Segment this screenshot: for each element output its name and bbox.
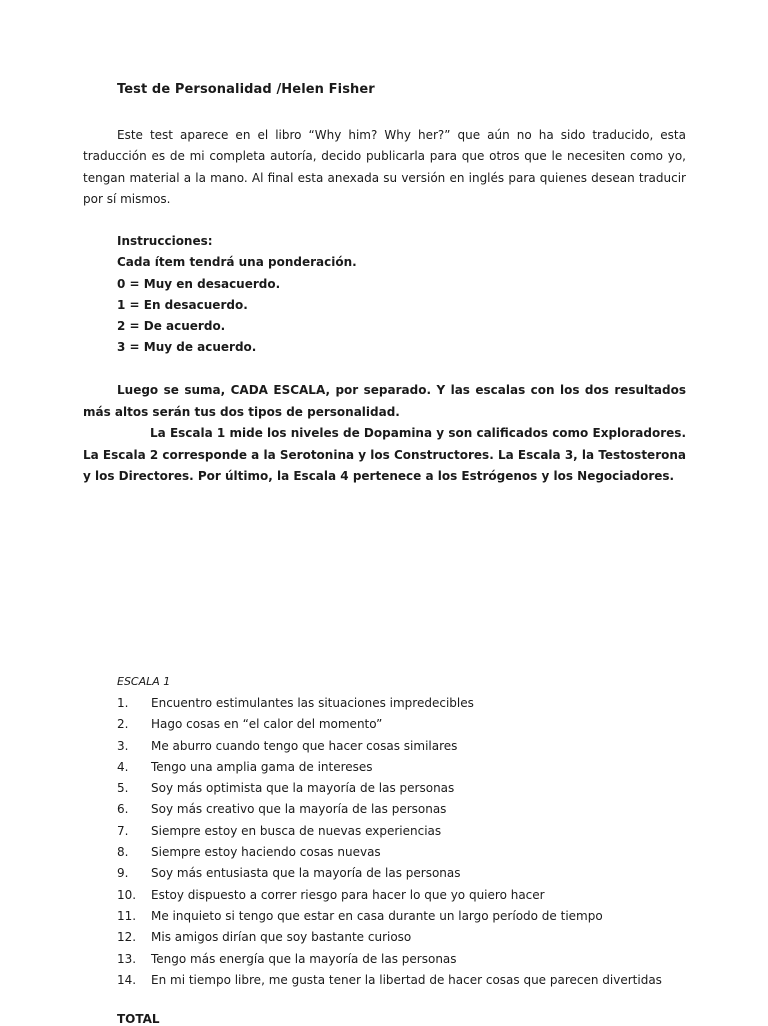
item-text: Estoy dispuesto a correr riesgo para hacer lo que yo quiero hacer	[151, 887, 545, 902]
item-text: Hago cosas en “el calor del momento”	[151, 717, 383, 732]
item-text: Tengo más energía que la mayoría de las personas	[151, 951, 457, 966]
intro-text: Este test aparece en el libro “Why him? Why her?” que aún no ha sido traducido, esta traducción es de mi completa autoría, decido publicarla para que otros que le necesiten como yo, tengan material a la mano. Al final esta anexada su versión en inglés para quienes desean traducir por sí mismos.	[83, 128, 686, 206]
item-text: Siempre estoy haciendo cosas nuevas	[151, 845, 381, 860]
list-item	[117, 714, 662, 735]
list-item	[117, 821, 662, 842]
instructions-heading: Instrucciones:	[117, 234, 213, 248]
list-item	[117, 778, 662, 799]
item-text: Soy más creativo que la mayoría de las personas	[151, 802, 447, 817]
item-text: Soy más entusiasta que la mayoría de las personas	[151, 866, 461, 881]
scoring-sentence-1: Luego se suma, CADA ESCALA, por separado. Y las escalas con los dos resultados más altos serán tus dos tipos de personalidad.	[83, 383, 686, 419]
list-item	[117, 863, 662, 884]
item-number: 11.	[117, 908, 137, 923]
item-number: 13.	[117, 951, 137, 966]
item-text: Me aburro cuando tengo que hacer cosas similares	[151, 738, 458, 753]
item-text: Me inquieto si tengo que estar en casa durante un largo período de tiempo	[151, 908, 603, 923]
list-item	[117, 927, 662, 948]
item-number: 3.	[117, 738, 129, 753]
list-item	[117, 757, 662, 778]
instructions-line: 2 = De acuerdo.	[117, 319, 226, 334]
instructions-line: 0 = Muy en desacuerdo.	[117, 276, 281, 291]
item-number: 8.	[117, 845, 129, 860]
total-label: TOTAL	[117, 1012, 160, 1026]
item-number: 6.	[117, 802, 129, 817]
item-number: 1.	[117, 696, 129, 710]
scoring-paragraph	[83, 380, 686, 488]
item-text: Encuentro estimulantes las situaciones impredecibles	[151, 696, 474, 710]
list-item	[117, 693, 662, 714]
item-number: 14.	[117, 972, 137, 987]
escala-1-items	[117, 693, 662, 991]
item-number: 12.	[117, 930, 137, 945]
item-number: 2.	[117, 717, 129, 732]
item-text: Siempre estoy en busca de nuevas experiencias	[151, 823, 442, 838]
instructions-block	[117, 231, 357, 359]
intro-paragraph	[83, 125, 686, 210]
instructions-line: 3 = Muy de acuerdo.	[117, 340, 257, 355]
item-text: Soy más optimista que la mayoría de las personas	[151, 781, 455, 796]
item-text: Mis amigos dirían que soy bastante curioso	[151, 930, 412, 945]
document-title: Test de Personalidad /Helen Fisher	[117, 82, 375, 97]
instructions-line: Cada ítem tendrá una ponderación.	[117, 255, 357, 270]
list-item	[117, 885, 662, 906]
item-number: 5.	[117, 781, 129, 796]
list-item	[117, 949, 662, 970]
item-number: 10.	[117, 887, 137, 902]
list-item	[117, 799, 662, 820]
list-item	[117, 970, 662, 991]
list-item	[117, 906, 662, 927]
item-number: 9.	[117, 866, 129, 881]
list-item	[117, 842, 662, 863]
item-number: 4.	[117, 759, 129, 774]
list-item	[117, 736, 662, 757]
instructions-line: 1 = En desacuerdo.	[117, 297, 248, 312]
item-text: En mi tiempo libre, me gusta tener la libertad de hacer cosas que parecen divertidas	[151, 972, 662, 987]
escala-1-title: ESCALA 1	[117, 675, 171, 688]
item-text: Tengo una amplia gama de intereses	[151, 759, 373, 774]
item-number: 7.	[117, 823, 129, 838]
scoring-sentence-2: La Escala 1 mide los niveles de Dopamina y son calificados como Exploradores. La Escala 2 corresponde a la Serotonina y los Constructores. La Escala 3, la Testosterona y los Directores. Por último, la Escala 4 pertenece a los Estrógenos y los Negociadores.	[83, 426, 686, 483]
